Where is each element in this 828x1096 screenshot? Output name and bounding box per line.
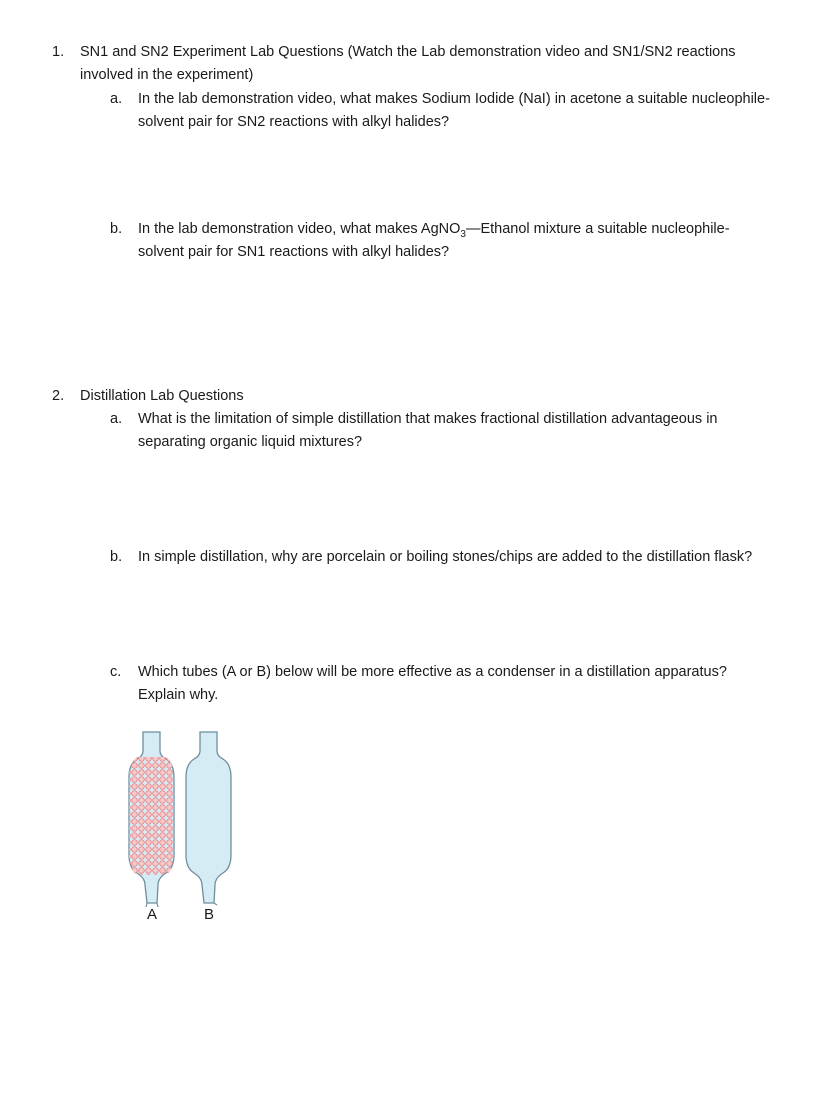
question-1	[52, 41, 772, 87]
text-part: In the lab demonstration video, what makes AgNO	[138, 221, 461, 237]
question-text: Distillation Lab Questions	[80, 388, 244, 404]
question-text: SN1 and SN2 Experiment Lab Questions (Watch the Lab demonstration video and SN1/SN2 reactions involved in the experiment)	[80, 44, 736, 83]
sub-question-letter: a.	[110, 91, 123, 107]
question-2b	[110, 546, 770, 569]
sub-question-text: What is the limitation of simple distillation that makes fractional distillation advantageous in separating organic liquid mixtures?	[138, 411, 718, 450]
sub-question-text: Which tubes (A or B) below will be more effective as a condenser in a distillation apparatus? Explain why.	[138, 664, 727, 703]
question-number: 2.	[52, 388, 65, 404]
tube-a-label: A	[147, 906, 158, 923]
sub-question-text: In the lab demonstration video, what makes Sodium Iodide (NaI) in acetone a suitable nucleophile-solvent pair for SN2 reactions with alkyl halides?	[138, 91, 770, 130]
condenser-tubes-figure	[124, 712, 244, 932]
question-1a	[110, 88, 770, 134]
question-2	[52, 385, 772, 408]
question-1b	[110, 218, 770, 264]
question-2c	[110, 661, 770, 707]
question-number: 1.	[52, 44, 65, 60]
tube-a	[129, 732, 174, 907]
packing-beads	[129, 757, 174, 875]
sub-question-letter: c.	[110, 664, 122, 680]
tube-b-label: B	[204, 906, 215, 923]
sub-question-letter: a.	[110, 411, 123, 427]
question-2a	[110, 408, 770, 454]
tube-b	[186, 732, 231, 905]
subscript-3: 3	[460, 228, 466, 240]
sub-question-letter: b.	[110, 221, 123, 237]
sub-question-text	[138, 218, 770, 264]
sub-question-letter: b.	[110, 549, 123, 565]
sub-question-text: In simple distillation, why are porcelain or boiling stones/chips are added to the distillation flask?	[138, 549, 753, 565]
text-part: —Ethanol mixture a suitable nucleophile-solvent pair for SN1 reactions with alkyl halides?	[138, 221, 730, 260]
